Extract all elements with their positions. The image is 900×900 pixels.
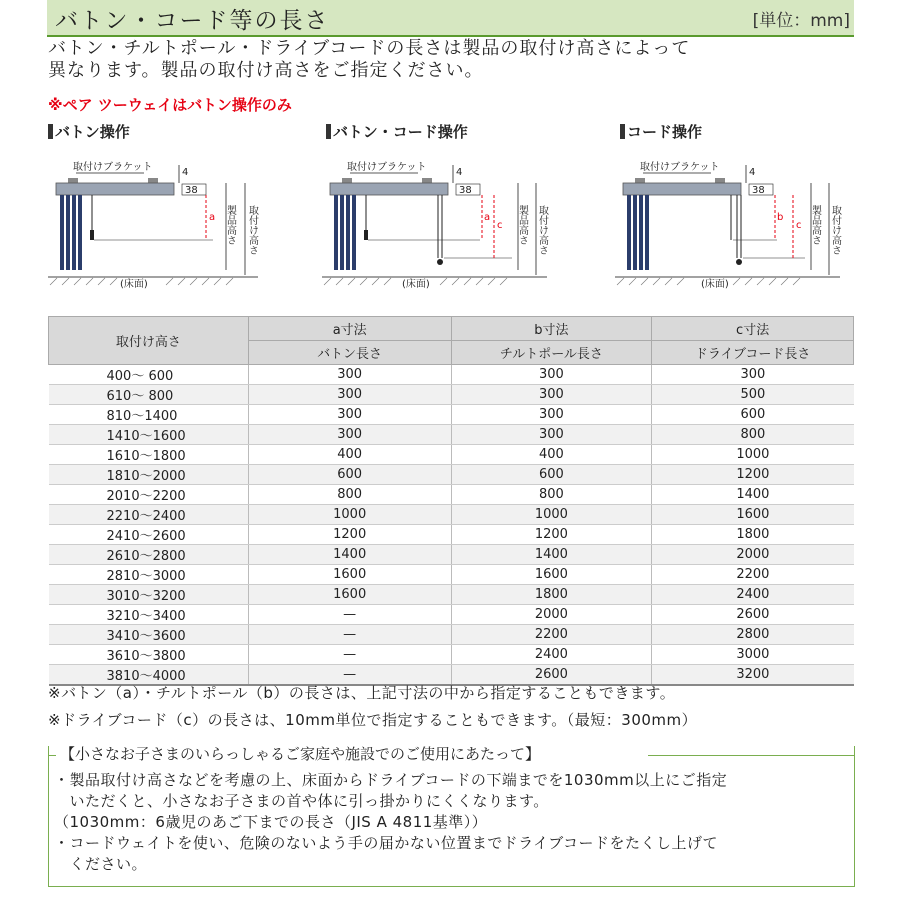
cell-mount-height: 2410～2600	[49, 525, 249, 545]
cell-c: 2800	[652, 625, 854, 645]
dim-b: b	[777, 212, 784, 223]
header-a: a寸法	[248, 317, 451, 341]
section-header	[47, 0, 854, 37]
cell-mount-height: 3210～3400	[49, 605, 249, 625]
note-line-2: ※ドライブコード（c）の長さは、10mm単位で指定することもできます。（最短：300mm）	[48, 711, 698, 729]
cell-c: 1000	[652, 445, 854, 465]
table-row	[49, 505, 854, 525]
cell-c: 1600	[652, 505, 854, 525]
section-title: バトン・コード等の長さ	[55, 8, 330, 34]
floor-label: (床面)	[701, 279, 729, 290]
cell-mount-height: 1610～1800	[49, 445, 249, 465]
mount-height-label: 取付け高さ	[536, 205, 548, 255]
dim-c: c	[497, 220, 503, 231]
cell-c: 2200	[652, 565, 854, 585]
safety-line-3: （1030mm：6歳児のあご下までの長さ（JIS A 4811基準））	[54, 813, 488, 831]
intro-line-2: 異なります。製品の取付け高さをご指定ください。	[48, 60, 484, 81]
cell-mount-height: 610～ 800	[49, 385, 249, 405]
table-row	[49, 565, 854, 585]
cell-mount-height: 3810～4000	[49, 665, 249, 686]
cell-mount-height: 2210～2400	[49, 505, 249, 525]
dim-4: 4	[182, 167, 189, 178]
cell-b: 2400	[451, 645, 652, 665]
cell-a: 600	[248, 465, 451, 485]
dim-4: 4	[456, 167, 463, 178]
bracket-label: 取付けブラケット	[640, 162, 720, 173]
cell-b: 300	[451, 405, 652, 425]
diagram-cord	[615, 150, 855, 300]
diagram-title-baton-cord: バトン・コード操作	[326, 121, 468, 142]
cell-c: 1200	[652, 465, 854, 485]
cell-mount-height: 3610～3800	[49, 645, 249, 665]
cell-mount-height: 2610～2800	[49, 545, 249, 565]
cell-b: 600	[451, 465, 652, 485]
notes	[48, 680, 697, 734]
header-b-sub: チルトポール長さ	[451, 341, 652, 365]
cell-c: 600	[652, 405, 854, 425]
table-row	[49, 465, 854, 485]
floor-label: (床面)	[402, 279, 430, 290]
cell-c: 800	[652, 425, 854, 445]
diagram-baton	[48, 150, 288, 300]
table-row	[49, 445, 854, 465]
table-row	[49, 485, 854, 505]
header-mount-height: 取付け高さ	[49, 317, 249, 365]
table-row	[49, 385, 854, 405]
cell-a: 1600	[248, 585, 451, 605]
dim-38: 38	[185, 185, 198, 196]
cell-b: 1800	[451, 585, 652, 605]
cell-b: 1000	[451, 505, 652, 525]
intro-text	[48, 38, 690, 82]
cell-mount-height: 2810～3000	[49, 565, 249, 585]
warning-note: ※ペア ツーウェイはバトン操作のみ	[48, 96, 292, 114]
table-row	[49, 545, 854, 565]
table-row	[49, 605, 854, 625]
safety-title: 【小さなお子さまのいらっしゃるご家庭や施設でのご使用にあたって】	[60, 745, 541, 763]
mount-height-label: 取付け高さ	[829, 205, 841, 255]
cell-a: 1600	[248, 565, 451, 585]
diagram-title-cord: コード操作	[620, 121, 702, 142]
product-height-label: 製品高さ	[809, 205, 821, 245]
bracket-label: 取付けブラケット	[347, 162, 427, 173]
dim-a: a	[209, 212, 216, 223]
cell-a: 1000	[248, 505, 451, 525]
cell-a: —	[248, 625, 451, 645]
cell-a: 800	[248, 485, 451, 505]
cell-mount-height: 1410～1600	[49, 425, 249, 445]
intro-line-1: バトン・チルトポール・ドライブコードの長さは製品の取付け高さによって	[48, 38, 691, 59]
cell-c: 2400	[652, 585, 854, 605]
cell-a: 300	[248, 385, 451, 405]
safety-line-2: いただくと、小さなお子さまの首や体に引っ掛かりにくくなります。	[54, 792, 549, 810]
cell-a: —	[248, 665, 451, 686]
table-row	[49, 525, 854, 545]
dim-38: 38	[459, 185, 472, 196]
cell-b: 2200	[451, 625, 652, 645]
dim-4: 4	[749, 167, 756, 178]
safety-line-4: ・コードウェイトを使い、危険のないよう手の届かない位置までドライブコードをたくし上げて	[54, 834, 718, 852]
cell-a: 300	[248, 405, 451, 425]
cell-mount-height: 2010～2200	[49, 485, 249, 505]
cell-mount-height: 3010～3200	[49, 585, 249, 605]
unit-label: [単位：mm]	[752, 11, 850, 31]
table-row	[49, 625, 854, 645]
table-row	[49, 365, 854, 385]
cell-c: 2000	[652, 545, 854, 565]
cell-a: 300	[248, 425, 451, 445]
bracket-label: 取付けブラケット	[73, 162, 153, 173]
cell-b: 2600	[451, 665, 652, 686]
cell-b: 400	[451, 445, 652, 465]
cell-a: 300	[248, 365, 451, 385]
dim-a: a	[484, 212, 491, 223]
table-row	[49, 645, 854, 665]
cell-c: 3000	[652, 645, 854, 665]
product-height-label: 製品高さ	[224, 205, 236, 245]
cell-c: 500	[652, 385, 854, 405]
floor-label: (床面)	[120, 279, 148, 290]
mount-height-label: 取付け高さ	[246, 205, 258, 255]
diagram-baton-cord	[322, 150, 562, 300]
cell-a: —	[248, 645, 451, 665]
header-a-sub: バトン長さ	[248, 341, 451, 365]
cell-b: 300	[451, 425, 652, 445]
table-row	[49, 585, 854, 605]
table-row	[49, 405, 854, 425]
cell-b: 300	[451, 365, 652, 385]
product-height-label: 製品高さ	[516, 205, 528, 245]
cell-mount-height: 1810～2000	[49, 465, 249, 485]
diagram-title-baton: バトン操作	[48, 121, 130, 142]
cell-b: 1600	[451, 565, 652, 585]
cell-a: —	[248, 605, 451, 625]
header-c: c寸法	[652, 317, 854, 341]
cell-mount-height: 400～ 600	[49, 365, 249, 385]
header-c-sub: ドライブコード長さ	[652, 341, 854, 365]
cell-c: 2600	[652, 605, 854, 625]
cell-b: 800	[451, 485, 652, 505]
safety-line-1: ・製品取付け高さなどを考慮の上、床面からドライブコードの下端までを1030mm以上にご指定	[54, 771, 728, 789]
cell-b: 300	[451, 385, 652, 405]
header-b: b寸法	[451, 317, 652, 341]
dim-38: 38	[752, 185, 765, 196]
cell-c: 1800	[652, 525, 854, 545]
safety-body	[54, 770, 727, 875]
cell-c: 3200	[652, 665, 854, 686]
safety-line-5: ください。	[54, 855, 148, 873]
cell-a: 400	[248, 445, 451, 465]
cell-a: 1400	[248, 545, 451, 565]
cell-c: 300	[652, 365, 854, 385]
cell-c: 1400	[652, 485, 854, 505]
cell-b: 2000	[451, 605, 652, 625]
cell-b: 1400	[451, 545, 652, 565]
table-row	[49, 425, 854, 445]
length-spec-table	[48, 316, 854, 686]
cell-a: 1200	[248, 525, 451, 545]
dim-c: c	[796, 220, 802, 231]
cell-b: 1200	[451, 525, 652, 545]
note-line-1: ※バトン（a）・チルトポール（b）の長さは、上記寸法の中から指定することもできます。	[48, 684, 676, 702]
cell-mount-height: 810～1400	[49, 405, 249, 425]
cell-mount-height: 3410～3600	[49, 625, 249, 645]
